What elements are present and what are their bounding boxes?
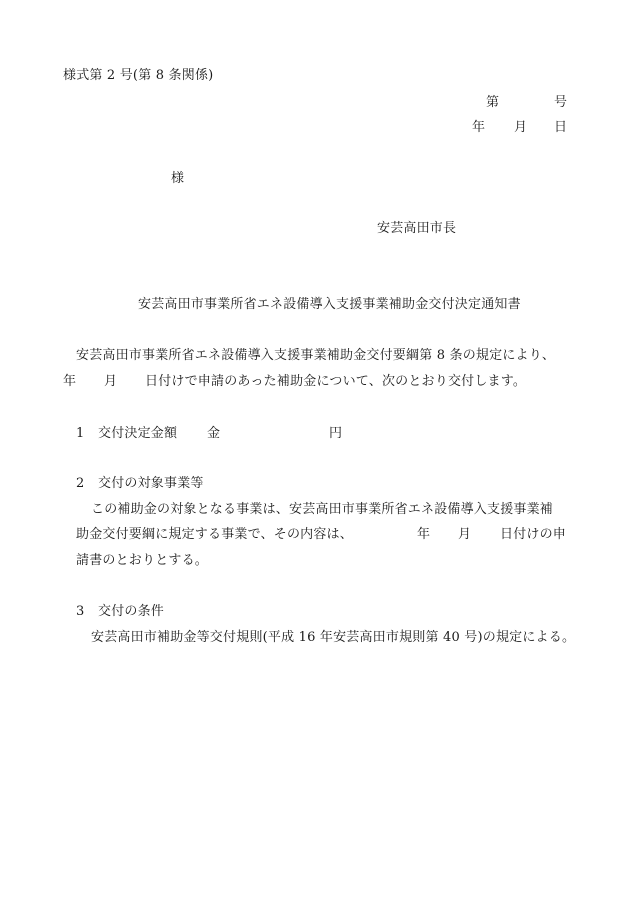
section-3-heading: 交付の条件	[98, 604, 165, 619]
section-3-number: 3	[76, 604, 85, 619]
issuer: 安芸高田市長	[377, 221, 457, 236]
section-2-year: 年	[417, 527, 431, 542]
section-1-kin: 金	[207, 426, 221, 441]
section-1-heading: 交付決定金額	[98, 426, 178, 441]
document-title: 安芸高田市事業所省エネ設備導入支援事業補助金交付決定通知書	[138, 297, 521, 312]
addressee-sama: 様	[171, 171, 185, 186]
intro-month: 月	[104, 374, 118, 389]
section-2-number: 2	[76, 476, 85, 491]
section-1-yen: 円	[329, 426, 343, 441]
section-2-heading: 交付の対象事業等	[98, 476, 204, 491]
date-day: 日	[554, 120, 568, 135]
intro-year: 年	[63, 374, 77, 389]
section-2-line-2-end: 日付けの申	[500, 527, 567, 542]
section-2-line-3: 請書のとおりとする。	[76, 553, 209, 568]
doc-number-dai: 第	[486, 95, 500, 110]
intro-line-1: 安芸高田市事業所省エネ設備導入支援事業補助金交付要綱第 8 条の規定により、	[76, 348, 556, 363]
date-year: 年	[472, 120, 486, 135]
section-2-line-1: この補助金の対象となる事業は、安芸高田市事業所省エネ設備導入支援事業補	[91, 502, 554, 517]
intro-line-2: 日付けで申請のあった補助金について、次のとおり交付します。	[145, 374, 527, 389]
section-3-line-1: 安芸高田市補助金等交付規則(平成 16 年安芸高田市規則第 40 号)の規定による。	[91, 630, 576, 645]
doc-number-go: 号	[554, 95, 568, 110]
section-1-number: 1	[76, 426, 85, 441]
section-2-month: 月	[458, 527, 472, 542]
date-month: 月	[514, 120, 528, 135]
section-2-line-2: 助金交付要綱に規定する事業で、その内容は、	[76, 527, 353, 542]
form-label: 様式第 2 号(第 8 条関係)	[63, 68, 214, 83]
